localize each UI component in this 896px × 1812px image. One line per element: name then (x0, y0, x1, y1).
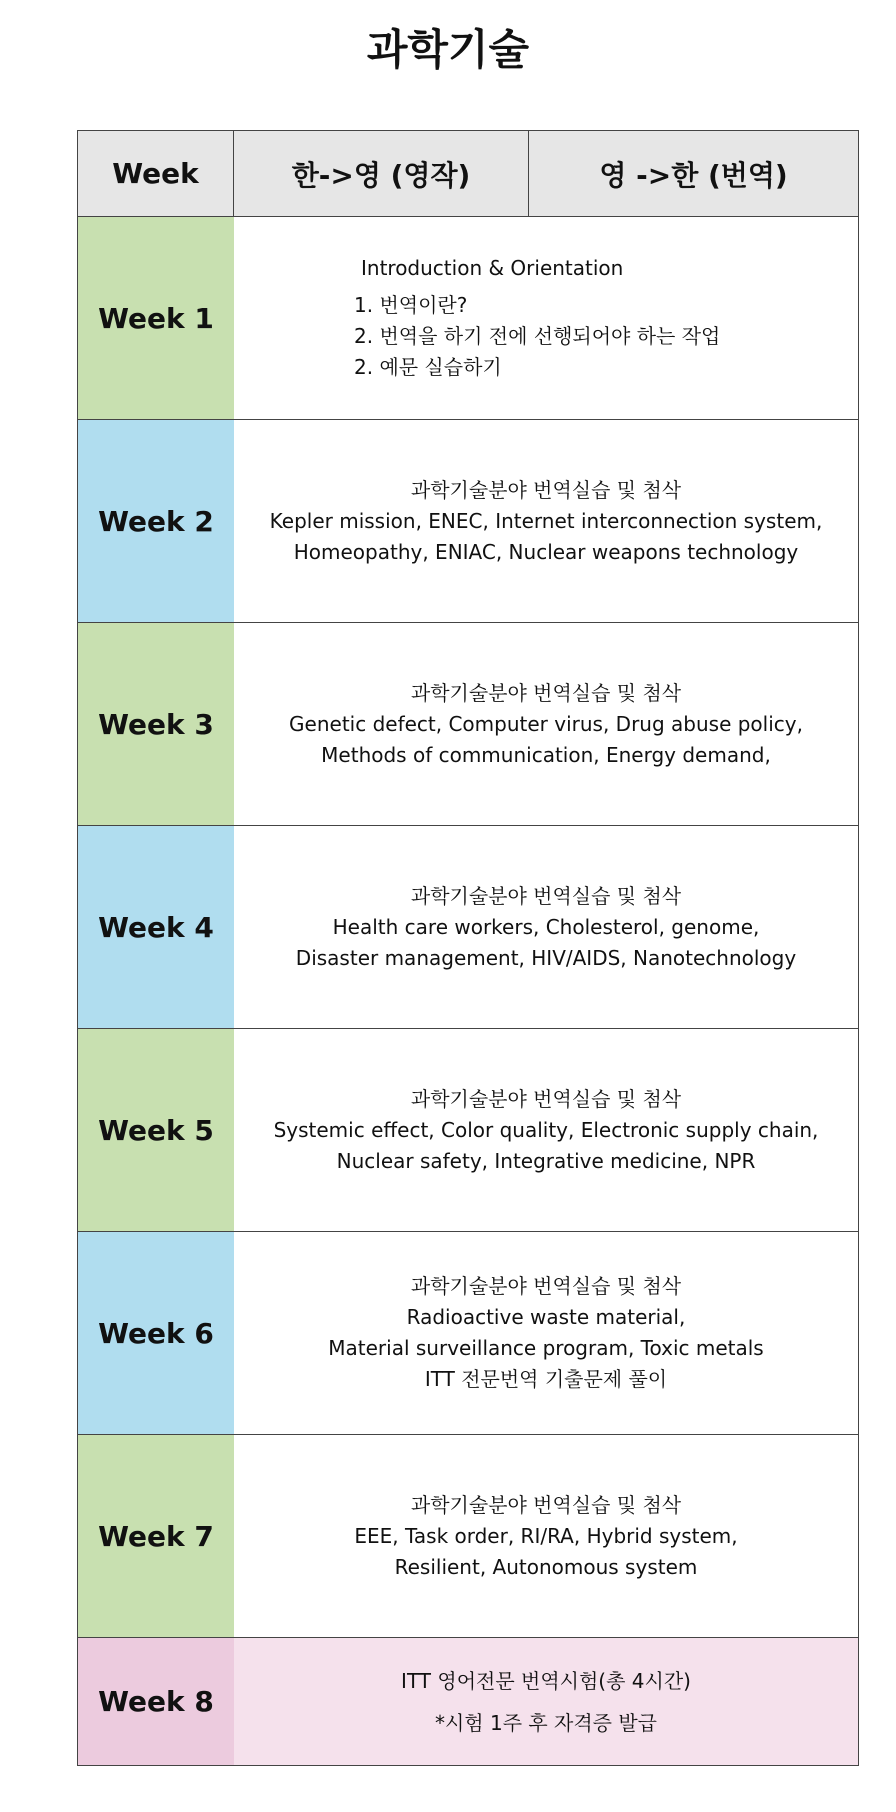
week-label: Week 4 (78, 826, 234, 1028)
content-line: Kepler mission, ENEC, Internet interconnection system, (269, 508, 823, 533)
content-line: 2. 예문 실습하기 (354, 355, 502, 379)
header-en-to-ko: 영 ->한 (번역) (599, 158, 788, 192)
week-content (234, 217, 858, 419)
week-content (234, 420, 858, 622)
content-line: 과학기술분야 번역실습 및 첨삭 (410, 680, 682, 705)
week-content (234, 1638, 858, 1765)
page-title: 과학기술 (366, 25, 530, 74)
content-line: 과학기술분야 번역실습 및 첨삭 (410, 1086, 682, 1111)
header-week: Week (78, 131, 234, 216)
content-line: 과학기술분야 번역실습 및 첨삭 (410, 883, 682, 908)
week-content (234, 826, 858, 1028)
content-line: Systemic effect, Color quality, Electronic supply chain, (273, 1117, 819, 1142)
table-row (78, 623, 858, 826)
content-line: Introduction & Orientation (361, 256, 624, 280)
content-line: Nuclear safety, Integrative medicine, NPR (336, 1148, 756, 1173)
content-line: Homeopathy, ENIAC, Nuclear weapons technology (293, 539, 799, 564)
week-content (234, 1435, 858, 1637)
content-line: Radioactive waste material, (406, 1305, 686, 1329)
schedule-table (77, 130, 859, 1766)
content-line: Methods of communication, Energy demand, (321, 742, 771, 767)
table-header-row (78, 131, 858, 217)
table-row (78, 826, 858, 1029)
header-ko-to-en: 한->영 (영작) (234, 131, 529, 216)
week-content (234, 1232, 858, 1434)
content-line: EEE, Task order, RI/RA, Hybrid system, (354, 1523, 738, 1548)
content-line: ITT 영어전문 번역시험(총 4시간) (401, 1668, 691, 1693)
content-line: 과학기술분야 번역실습 및 첨삭 (410, 477, 682, 502)
content-line: 2. 번역을 하기 전에 선행되어야 하는 작업 (354, 324, 721, 348)
content-line: Health care workers, Cholesterol, genome, (332, 914, 760, 939)
table-row (78, 217, 858, 420)
content-line: Resilient, Autonomous system (394, 1554, 698, 1579)
week-label: Week 6 (78, 1232, 234, 1434)
week-label: Week 2 (78, 420, 234, 622)
week-content (234, 623, 858, 825)
week-label: Week 3 (78, 623, 234, 825)
week-label: Week 8 (78, 1638, 234, 1765)
week-label: Week 5 (78, 1029, 234, 1231)
table-row (78, 1029, 858, 1232)
content-line: Material surveillance program, Toxic metals (328, 1336, 764, 1360)
content-line: Genetic defect, Computer virus, Drug abuse policy, (289, 711, 803, 736)
table-row (78, 1435, 858, 1638)
week-content (234, 1029, 858, 1231)
table-row (78, 1232, 858, 1435)
content-line: 1. 번역이란? (354, 293, 468, 317)
content-line: 과학기술분야 번역실습 및 첨삭 (410, 1274, 682, 1298)
table-row (78, 420, 858, 623)
table-row (78, 1638, 858, 1765)
week-label: Week 1 (78, 217, 234, 419)
week-label: Week 7 (78, 1435, 234, 1637)
content-line: ITT 전문번역 기출문제 풀이 (424, 1367, 668, 1391)
content-line: Disaster management, HIV/AIDS, Nanotechnology (295, 945, 797, 970)
content-line: *시험 1주 후 자격증 발급 (434, 1710, 658, 1735)
content-line: 과학기술분야 번역실습 및 첨삭 (410, 1492, 682, 1517)
